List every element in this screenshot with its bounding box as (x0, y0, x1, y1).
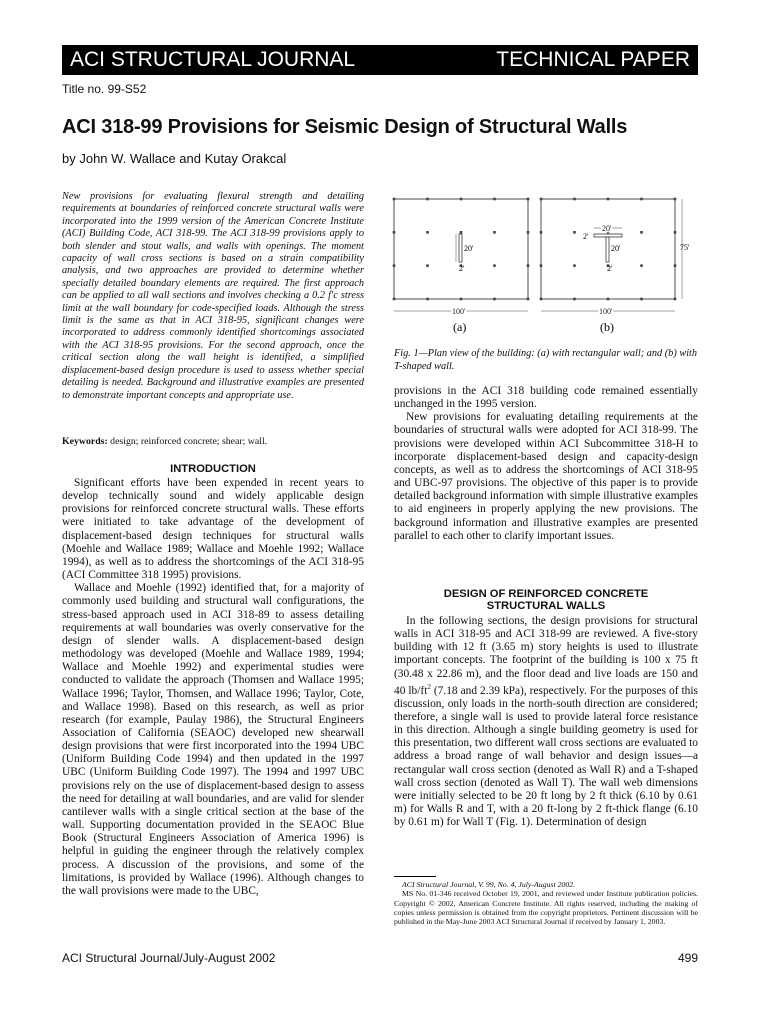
column-marker (540, 198, 543, 201)
design-paragraph (394, 615, 698, 829)
paper-title: ACI 318-99 Provisions for Seismic Design of Structural Walls (62, 116, 628, 138)
dim-2-a: 2' (459, 264, 465, 273)
journal-banner (62, 45, 698, 75)
introduction-paragraph-1: Significant efforts have been expended in recent years to develop technically sound and widely applicable design provisions for reinforced concrete structural walls. These efforts were initiated to take advantage of the development of displacement-based design techniques for structural walls (Moehle and Wallace 1989; Wallace and Moehle 1992; Wallace 1994), as well as to address the shortcomings of the ACI 318-95 (ACI Committee 318 1995) provisions. (62, 477, 364, 582)
dim-2-b-bottom: 2' (607, 264, 613, 273)
section-heading-design (394, 588, 698, 612)
column-marker (540, 264, 543, 267)
introduction-heading: INTRODUCTION (170, 463, 256, 475)
right-paragraph-2: New provisions for evaluating detailing requirements at the boundaries of structural walls were adopted for ACI 318-99. The provisions were developed within ACI Subcommittee 318-H to incorporate displacement-based design and capacity-design concepts, as well as to address the shortcomings of ACI 318-95 and UBC-97 provisions. The objective of this paper is to provide detailed background information with simple illustrative examples to aid engineers in properly applying the new provisions. The background information and illustrative examples are presented parallel to each other to clarify important issues. (394, 411, 698, 542)
column-marker (640, 264, 643, 267)
paper-type: TECHNICAL PAPER (496, 48, 690, 71)
design-section-body (394, 615, 698, 865)
column-marker (674, 231, 677, 234)
column-marker (540, 231, 543, 234)
plan-b (540, 198, 690, 334)
keywords (62, 436, 364, 447)
column-marker (607, 298, 610, 301)
figure-1-caption: Fig. 1—Plan view of the building: (a) with rectangular wall; and (b) with T-shaped wall. (394, 348, 698, 372)
journal-name: ACI STRUCTURAL JOURNAL (70, 48, 356, 71)
column-marker (573, 298, 576, 301)
column-marker (527, 231, 530, 234)
design-text-b: (7.18 and 2.39 kPa), respectively. For the purposes of this discussion, only loads in the north-south direction are considered; therefore, a single wall is used to provide lateral force resistance in this direction. Although a single building geometry is used for this presentation, two different wall cross sections are evaluated to address a broad range of wall behavior and design issues—a rectangular wall cross section (denoted as Wall R) and a T-shaped wall cross section (denoted as Wall T). The wall web dimensions were initially selected to be 20 ft long by 2 ft thick (6.10 by 0.61 m) for Walls R and T, with a 20 ft-long by 2 ft-thick flange (6.10 by 0.61 m) for Wall T (Fig. 1). Determination of design (394, 684, 698, 829)
design-text-a: In the following sections, the design provisions for structural walls in ACI 318-95 and ACI 318-99 are reviewed. A five-story building with 12 ft (3.65 m) story heights is used to illustrate important concepts. The footprint of the building is 100 x 75 ft (30.48 x 22.86 m), and the floor dead and live loads are 150 and 40 lb/ft (394, 615, 698, 697)
continued-paragraph: provisions in the ACI 318 building code remained essentially unchanged in the 1995 version. (394, 385, 698, 411)
wall-r (459, 234, 462, 262)
section-heading-line-2: STRUCTURAL WALLS (486, 600, 606, 612)
column-marker (573, 231, 576, 234)
plan-a (393, 198, 530, 334)
column-marker (640, 231, 643, 234)
column-marker (393, 264, 396, 267)
column-marker (493, 298, 496, 301)
column-marker (460, 298, 463, 301)
column-marker (540, 298, 543, 301)
section-heading-line-1: DESIGN OF REINFORCED CONCRETE (443, 588, 649, 600)
column-marker (493, 198, 496, 201)
footer-journal: ACI Structural Journal/July-August 2002 (62, 951, 276, 965)
keywords-label: Keywords: (62, 436, 108, 447)
dim-2-b-left: 2' (583, 232, 589, 241)
column-marker (460, 231, 463, 234)
superscript-2: 2 (427, 682, 431, 691)
abstract: New provisions for evaluating flexural strength and detailing requirements at boundaries of reinforced concrete structural walls were incorporated into the 1999 version of the American Concrete Institute (ACI) Building Code, ACI 318-99. The ACI 318-99 provisions apply to both slender and stout walls, and walls with openings. The moment capacity of wall cross sections is based on a strain compatibility analysis, and two approaches are provided to determine whether specially detailed boundary elements are required. The first approach can be applied to all wall sections and involves checking a 0.2 f′c stress limit at the wall boundary for code-specified loads. Although the stress limit is the same as that in ACI 318-95, significant changes were incorporated to address commonly identified shortcomings associated with the ACI 318-95 provisions. For the second approach, once the critical section along the wall height is identified, a simplified displacement-based design procedure is used to assess whether special detailing is needed. Background and illustrative examples are presented to demonstrate important concepts and appropriate use. (62, 191, 364, 401)
column-marker (573, 198, 576, 201)
label-b: (b) (600, 320, 614, 334)
footnote-line-2: MS No. 01-346 received October 19, 2001, and reviewed under Institute publication policies. Copyright © 2002, American Concrete Institute. All rights reserved, including the making of copies unless permission is obtained from the copyright proprietors. Pertinent discussion will be published in the May-June 2003 ACI Structural Journal if received by January 1, 2003. (394, 889, 698, 927)
keywords-text: design; reinforced concrete; shear; wall. (107, 436, 268, 447)
column-marker (393, 298, 396, 301)
column-marker (573, 264, 576, 267)
wall-t-flange (594, 234, 622, 237)
dim-20-a: 20' (464, 244, 474, 253)
footnote-rule (394, 876, 436, 877)
dim-20-b-top: 20' (602, 224, 612, 233)
footnote-line-1: ACI Structural Journal, V. 99, No. 4, July-August 2002. (402, 880, 576, 889)
column-marker (640, 298, 643, 301)
column-marker (493, 231, 496, 234)
column-marker (426, 264, 429, 267)
column-marker (674, 198, 677, 201)
column-marker (640, 198, 643, 201)
column-marker (674, 264, 677, 267)
column-marker (493, 264, 496, 267)
dim-75: 75' (680, 243, 690, 252)
column-marker (527, 264, 530, 267)
dim-20-b-side: 20' (611, 244, 621, 253)
column-marker (393, 198, 396, 201)
dim-100-a: 100' (452, 307, 466, 316)
column-marker (426, 231, 429, 234)
column-marker (674, 298, 677, 301)
column-marker (460, 198, 463, 201)
column-marker (527, 198, 530, 201)
wall-t-web (606, 237, 609, 262)
title-number: Title no. 99-S52 (62, 82, 147, 96)
figure-1-plan-view (380, 190, 698, 346)
column-marker (393, 231, 396, 234)
introduction-body (62, 477, 364, 939)
column-marker (426, 198, 429, 201)
author-line: by John W. Wallace and Kutay Orakcal (62, 151, 287, 166)
column-marker (426, 298, 429, 301)
column-marker (527, 298, 530, 301)
introduction-paragraph-2: Wallace and Moehle (1992) identified that, for a majority of commonly used building and structural wall configurations, the stress-based approach used in ACI 318-89 to assess detailing requirements at wall boundaries was overly conservative for the design of slender walls. A displacement-based design methodology was developed (Moehle and Wallace 1989, 1994; Wallace and Moehle 1992) and experimental studies were conducted to validate the approach (Thomsen and Wallace 1995; Wallace 1996; Taylor, Thomsen, and Wallace 1996; Taylor, Cote, and Wallace 1998). Based on this research, as well as prior research (for example, Paulay 1986), the Structural Engineers Association of California (SEAOC) developed new shearwall design provisions that were first incorporated into the 1994 UBC (Uniform Building Code 1994) and then updated in the 1997 UBC (Uniform Building Code 1997). The 1994 and 1997 UBC provisions rely on the use of displacement-based design to assess the need for detailing at wall boundaries, and are valid for slender cantilever walls with a single critical section at the base of the wall. Supporting documentation provided in the SEAOC Blue Book (Structural Engineers Association of America 1996) is helpful in guiding the engineer through the relatively complex process. A discussion of the provisions, and some of the limitations, is provided by Wallace (1996). Although changes to the wall provisions were made to the UBC, (62, 582, 364, 897)
label-a: (a) (453, 320, 467, 334)
footnote (394, 880, 698, 926)
right-column-intro (394, 385, 698, 571)
column-marker (607, 198, 610, 201)
page-number: 499 (677, 951, 698, 965)
dim-100-b: 100' (599, 307, 613, 316)
